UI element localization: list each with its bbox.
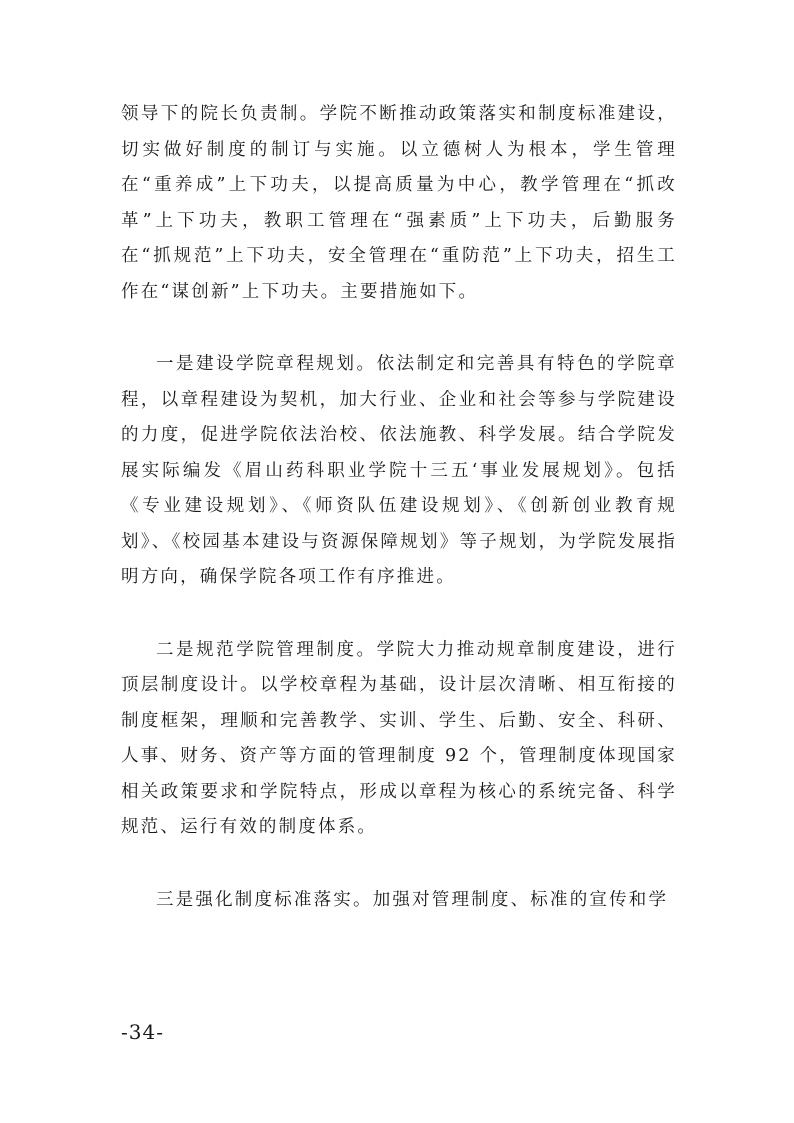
paragraph-standards-implementation: 三是强化制度标准落实。加强对管理制度、标准的宣传和学	[156, 889, 669, 910]
document-body	[121, 97, 677, 955]
paragraph-management-system: 二是规范学院管理制度。学院大力推动规章制度建设，进行顶层制度设计。以学校章程为基础，设计层次清晰、相互衔接的制度框架，理顺和完善教学、实训、学生、后勤、安全、科研、人事、财务、资产等方面的管理制度 92 个，管理制度体现国家相关政策要求和学院特点，形成以章程为核心的系统完备、科学规范、运行有效的制度体系。	[121, 639, 677, 837]
paragraph-charter-planning: 一是建设学院章程规划。依法制定和完善具有特色的学院章程，以章程建设为契机，加大行业、企业和社会等参与学院建设的力度，促进学院依法治校、依法施教、科学发展。结合学院发展实际编发《眉山药科职业学院十三五‘事业发展规划》。包括《专业建设规划》、《师资队伍建设规划》、《创新创业教育规划》、《校园基本建设与资源保障规划》等子规划，为学院发展指明方向，确保学院各项工作有序推进。	[121, 354, 677, 587]
page-number: -34-	[121, 1020, 164, 1044]
paragraph-governance-intro: 领导下的院长负责制。学院不断推动政策落实和制度标准建设，切实做好制度的制订与实施。以立德树人为根本，学生管理在“重养成”上下功夫，以提高质量为中心，教学管理在“抓改革”上下功夫，教职工管理在“强素质”上下功夫，后勤服务在“抓规范”上下功夫，安全管理在“重防范”上下功夫，招生工作在“谋创新”上下功夫。主要措施如下。	[121, 104, 677, 302]
